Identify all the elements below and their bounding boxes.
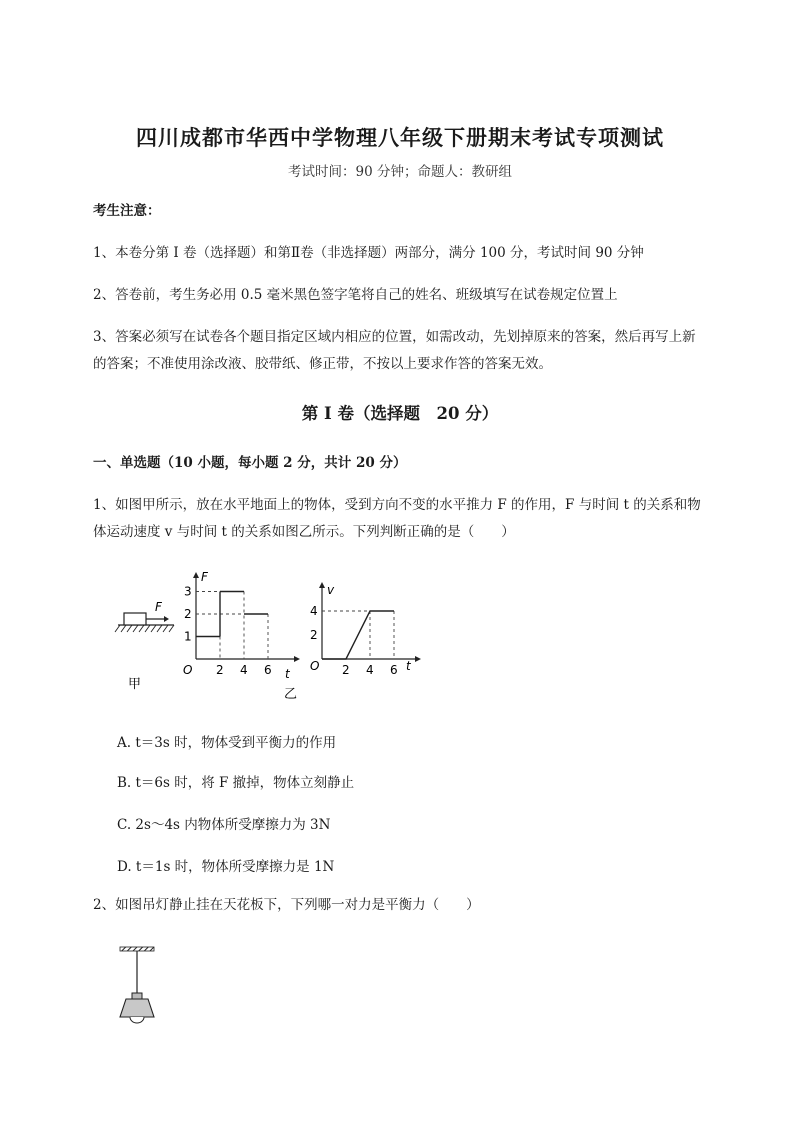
section-title: 第 I 卷（选择题 20 分） — [301, 404, 499, 423]
q2-stem: 2、如图吊灯静止挂在天花板下，下列哪一对力是平衡力（ ） — [93, 897, 480, 913]
lamp-bulb — [130, 1017, 144, 1023]
v-y-tick: 4 — [310, 604, 318, 618]
f-t-axis-label: t — [285, 667, 290, 681]
q1-stem-line1: 1、如图甲所示，放在水平地面上的物体，受到方向不变的水平推力 F 的作用，F 与时间 t 的关系和物 — [93, 497, 701, 513]
q1-stem-line2: 体运动速度 v 与时间 t 的关系如图乙所示。下列判断正确的是（ ） — [93, 524, 515, 540]
figure-v-t — [310, 582, 421, 677]
v-x-tick: 4 — [366, 663, 374, 677]
q1-option-a[interactable]: A. t＝3s 时，物体受到平衡力的作用 — [117, 735, 337, 751]
label-jia: 甲 — [128, 677, 142, 692]
page-title: 四川成都市华西中学物理八年级下册期末考试专项测试 — [136, 125, 664, 150]
f-x-tick: 2 — [216, 663, 224, 677]
notice-item-3-cont: 的答案；不准使用涂改液、胶带纸、修正带，不按以上要求作答的答案无效。 — [93, 356, 552, 372]
force-label: F — [155, 600, 162, 614]
q1-option-c[interactable]: C. 2s～4s 内物体所受摩擦力为 3N — [117, 817, 331, 833]
ceiling — [120, 947, 154, 951]
figure-jia — [115, 600, 174, 692]
f-y-tick: 3 — [184, 584, 192, 599]
part-heading: 一、单选题（10 小题，每小题 2 分，共计 20 分） — [93, 455, 407, 471]
notice-item-1: 1、本卷分第 I 卷（选择题）和第Ⅱ卷（非选择题）两部分，满分 100 分，考试时间 90 分钟 — [93, 245, 644, 261]
q2-lamp-figure — [112, 943, 172, 1033]
v-x-tick: 6 — [390, 663, 398, 677]
figure-f-t — [183, 570, 300, 701]
f-x-tick: 4 — [240, 663, 248, 677]
lamp-shade — [120, 999, 154, 1017]
f-origin: O — [183, 663, 193, 677]
q1-option-b[interactable]: B. t＝6s 时，将 F 撤掉，物体立刻静止 — [117, 775, 355, 791]
exam-info: 考试时间：90 分钟；命题人：教研组 — [288, 164, 512, 180]
notice-heading: 考生注意： — [93, 203, 161, 219]
label-yi: 乙 — [284, 687, 298, 701]
v-series-line — [322, 611, 394, 659]
lamp-cap — [132, 993, 142, 999]
f-y-tick: 2 — [184, 607, 192, 621]
v-origin: O — [310, 659, 320, 673]
f-y-tick: 1 — [184, 629, 192, 644]
q1-figure — [112, 566, 422, 701]
v-t-axis-label: t — [406, 659, 411, 673]
notice-item-2: 2、答卷前，考生务必用 0.5 毫米黑色签字笔将自己的姓名、班级填写在试卷规定位置上 — [93, 287, 618, 303]
v-y-tick: 2 — [310, 628, 318, 642]
block — [124, 613, 146, 625]
v-axis-label: v — [327, 583, 335, 597]
v-x-tick: 2 — [342, 663, 350, 677]
f-x-tick: 6 — [264, 663, 272, 677]
q1-option-d[interactable]: D. t＝1s 时，物体所受摩擦力是 1N — [117, 859, 335, 875]
f-axis-label: F — [201, 570, 208, 584]
notice-item-3: 3、答案必须写在试卷各个题目指定区域内相应的位置，如需改动，先划掉原来的答案，然后再写上新 — [93, 329, 696, 345]
